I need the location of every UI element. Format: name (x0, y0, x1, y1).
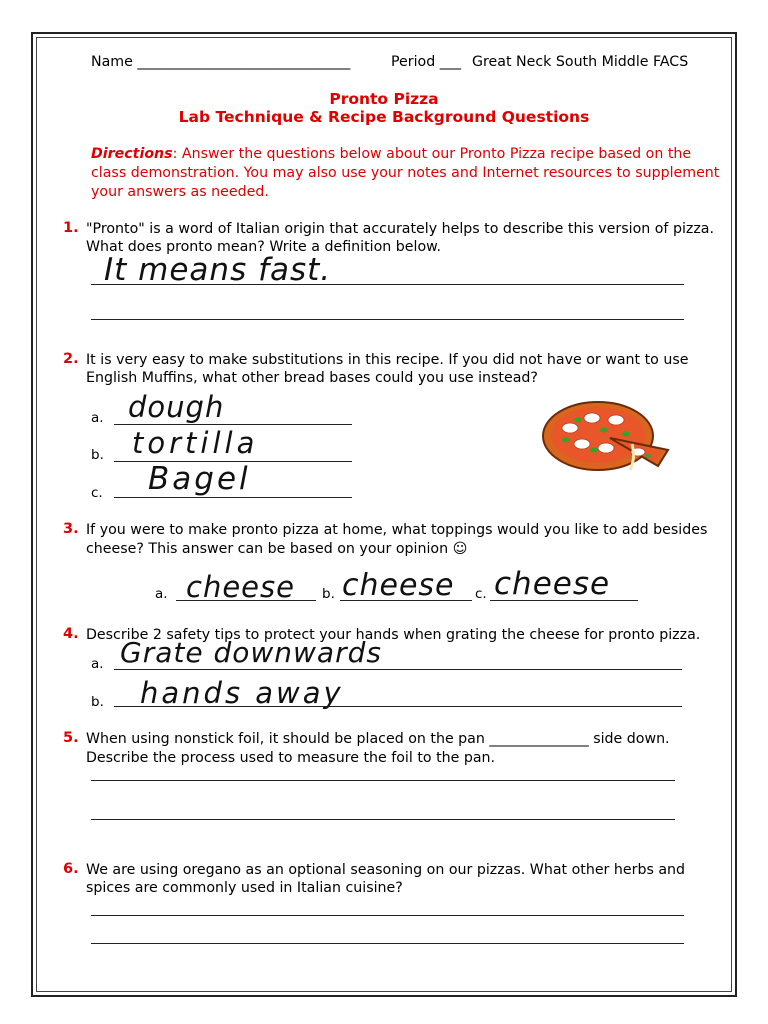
question-3-option-a-answer: cheese (186, 570, 295, 604)
question-4-option-a-label: a. (91, 656, 104, 672)
question-3-option-c-line[interactable] (490, 600, 638, 601)
directions-line-3: your answers as needed. (91, 184, 269, 200)
question-3-option-a-line[interactable] (176, 600, 316, 601)
question-3-number: 3. (63, 521, 79, 537)
question-3-text-2: cheese? This answer can be based on your opinion ☺ (86, 541, 468, 557)
question-1-number: 1. (63, 220, 79, 236)
question-4-number: 4. (63, 626, 79, 642)
question-1-answer-line-1[interactable] (91, 284, 684, 285)
directions-label: Directions (91, 146, 173, 162)
question-5-answer-line-1[interactable] (91, 780, 675, 781)
question-5-answer-line-2[interactable] (91, 819, 675, 820)
question-4-option-b-answer: hands away (140, 676, 344, 710)
school-name: Great Neck South Middle FACS (472, 54, 689, 70)
name-field-label: Name ______________________________ (91, 54, 351, 70)
question-2-option-a-line[interactable] (114, 424, 352, 425)
question-4-text-1: Describe 2 safety tips to protect your hands when grating the cheese for pronto pizza. (86, 627, 701, 643)
question-4-option-b-label: b. (91, 694, 104, 710)
question-1-answer-line-2[interactable] (91, 319, 684, 320)
question-2-text-2: English Muffins, what other bread bases could you use instead? (86, 370, 538, 386)
question-2-option-c-label: c. (91, 485, 103, 501)
question-5-text-2: Describe the process used to measure the foil to the pan. (86, 750, 496, 766)
worksheet-subtitle: Lab Technique & Recipe Background Questions (178, 108, 590, 126)
pizza-icon (540, 398, 672, 480)
question-6-number: 6. (63, 861, 79, 877)
question-1-text-1: "Pronto" is a word of Italian origin that accurately helps to describe this version of pizza. (86, 221, 714, 237)
question-2-option-a-answer: dough (128, 390, 225, 424)
question-4-option-a-answer: Grate downwards (120, 636, 382, 669)
question-3-option-b-label: b. (322, 586, 335, 602)
question-6-answer-line-1[interactable] (91, 915, 684, 916)
question-4-option-b-line[interactable] (114, 706, 682, 707)
directions-line-2: class demonstration. You may also use your notes and Internet resources to supplement (91, 165, 720, 181)
question-1-text-2: What does pronto mean? Write a definition below. (86, 239, 441, 255)
question-5-number: 5. (63, 730, 79, 746)
period-field-label: Period ___ (391, 54, 462, 70)
question-2-option-b-label: b. (91, 447, 104, 463)
question-3-option-b-line[interactable] (340, 600, 472, 601)
directions-text-1: : Answer the questions below about our Pronto Pizza recipe based on the (172, 146, 692, 162)
question-6-text-1: We are using oregano as an optional seasoning on our pizzas. What other herbs and (86, 862, 686, 878)
question-2-option-c-answer: Bagel (148, 461, 251, 497)
question-3-option-c-label: c. (475, 586, 487, 602)
question-2-number: 2. (63, 351, 79, 367)
question-3-text-1: If you were to make pronto pizza at home, what toppings would you like to add besides (86, 522, 708, 538)
question-2-option-c-line[interactable] (114, 497, 352, 498)
question-6-answer-line-2[interactable] (91, 943, 684, 944)
question-3-option-b-answer: cheese (342, 568, 455, 603)
question-3-option-c-answer: cheese (494, 566, 611, 602)
question-4-option-a-line[interactable] (114, 669, 682, 670)
worksheet-title: Pronto Pizza (329, 90, 439, 108)
directions-line-1 (91, 145, 691, 163)
question-3-option-a-label: a. (155, 586, 168, 602)
question-2-option-b-answer: tortilla (132, 426, 259, 460)
question-6-text-2: spices are commonly used in Italian cuisine? (86, 880, 403, 896)
question-2-text-1: It is very easy to make substitutions in this recipe. If you did not have or want to use (86, 352, 689, 368)
question-5-text-1: When using nonstick foil, it should be placed on the pan ______________ side down. (86, 731, 670, 747)
question-1-handwritten-answer: It means fast. (104, 252, 332, 288)
question-2-option-a-label: a. (91, 410, 104, 426)
